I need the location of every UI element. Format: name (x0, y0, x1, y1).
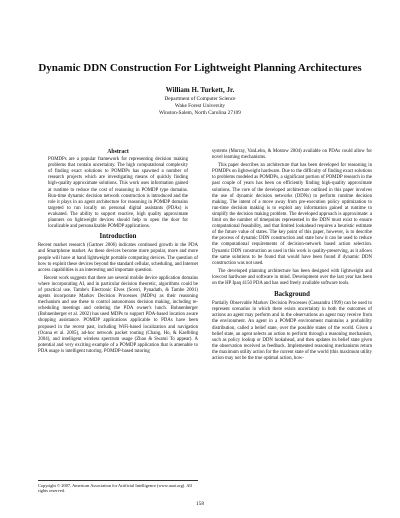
page-number: 158 (196, 501, 204, 507)
left-column (38, 149, 198, 357)
background-heading: Background (274, 291, 310, 299)
right-paragraph-3: The developed planning architecture has been designed with lightweight and lowcost hardware and software in mind. Development over the last year has been on the HP Ipaq 4150 PDA and has used freely available software tools. (212, 268, 372, 286)
affiliation-department: Department of Computer Science (164, 96, 236, 102)
affiliation (0, 96, 400, 117)
affiliation-location: Winston-Salem, North Carolina 27109 (159, 110, 241, 116)
right-paragraph-1: systems (Murray, VanLehn, & Mostow 2004) available on PDAs could allow for novel learning mechanisms. (212, 149, 372, 161)
paper-title: Dynamic DDN Construction For Lightweight Planning Architectures (38, 62, 362, 74)
right-column (212, 149, 372, 364)
background-paragraph-1: Partially Observable Markov Decision Processes (Cassandra 1999) can be used to represent scenarios in which there exists uncertainty in both the outcomes of actions an agent may perform and in the observations an agent may receive from the environment. An agent in a POMDP environment maintains a probability distribution, called a belief state, over the possible states of the world. Given a belief state, an agent selects an action to perform through a reasoning mechanism, such as policy lookup or DDN lookahead, and then updates its belief state given the observation received as feedback. Implemented reasoning mechanisms return the maximum utility action for the current state of the world (this maximum utility action may not be the true optimal action, how- (212, 301, 372, 361)
author-name: William H. Turkett, Jr. (165, 86, 235, 94)
right-paragraph-2: This paper describes an architecture that has been developed for reasoning in POMDPs on lightweight hardware. Due to the difficulty of finding exact solutions to problems modeled as POMDPs, a significant portion of POMDP research in the past couple of years has been on efficiently finding high-quality approximate solutions. The core of the developed architecture outlined in this paper involves the use of dynamic decision networks (DDNs) to perform runtime decision making. The intent of a move away from pre-execution policy optimization to run-time decision making is to exploit any information gained at runtime to simplify the decision making problem. The developed approach is approximate: a limit on the number of timepoints represented in the DDN must exist to ensure computational feasability, and that limited lookahead requires a heuristic estimate of the future value of states. The key point of this paper, however, is to describe the process of dynamic DDN construction and state how it can be used to reduce the computational requirements of decision-network based action selection. Dynamic DDN construction as used in this work is quality-preserving, as it allows the same solutions to be found that would have been found if dynamic DDN construction was not used. (212, 163, 372, 266)
abstract-heading: Abstract (107, 149, 129, 155)
affiliation-university: Wake Forest University (174, 103, 226, 109)
abstract-text: POMDPs are a popular framework for representing decision making problems that contain uncertainty. The high computational complexity of finding exact solutions to POMDPs has spawned a number of research projects which are investigating means of quickly finding high-quality approximate solutions. This work uses information gained at runtime to reduce the cost of reasoning in POMDP type domains. Run-time dynamic decision network construction is introduced and the role it plays in an agent architecture for reasoning in POMDP domains targeted to run locally on personal digital assistants (PDAs) is evaluated. The ability to support reactive, high quality approximate planners on lightweight devices should help to open the door for localizable and personalizable POMDP applications. (48, 157, 188, 230)
intro-paragraph-1: Recent market research (Gartner 2006) indicates continued growth in the PDA and Smartphone market. As these devices become more popular, more and more people will have at hand lightweight portable computing devices. The question of how to exploit these devices beyond the standard cellular, scheduling, and Internet access capabilities is an interesting and important question. (38, 243, 198, 273)
intro-paragraph-2: Recent work suggests that there are several mobile device application domains where incorporating AI, and in particular decision theoretic, algorithms could be of practical use. Tambe's Electronic Elves (Scerri, Pynadath, & Tambe 2001) agents incorporate Markov Decision Processes (MDPs) as their reasoning mechanism and use these to control autonomous decision making, including re-scheduling meetings and ordering the PDA owner's lunch. Bohnenberger (Bohnenberger et al. 2002) has used MDPs to support PDA-based location aware shopping assistance. POMDP applications applicable to PDAs have been proposed in the recent past, including WiFi-based localization and navigation (Ocana et al. 2005), ad-hoc network packet routing (Chang, Ho, & Kaelbling 2004), and intelligent wireless spectrum usage (Zhao & Swami To appear). A potential and very exciting example of a POMDP application that is amenable to PDA usage is intelligent tutoring. POMDP-based tutoring (38, 275, 198, 354)
introduction-heading: Introduction (99, 233, 137, 241)
copyright-notice: Copyright © 2007, American Association for Artificial Intelligence (www.aaai.org). All rights reserved. (38, 480, 198, 494)
